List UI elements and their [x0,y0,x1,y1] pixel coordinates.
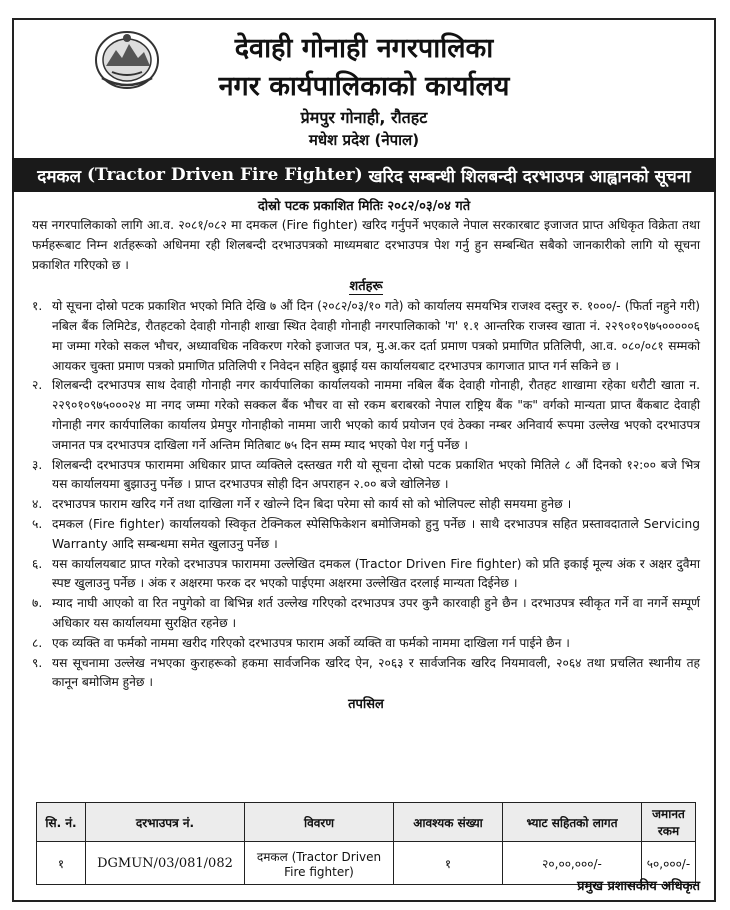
condition-number: ८. [32,635,43,650]
condition-item [32,555,700,595]
condition-text: यस कार्यालयबाट प्राप्त गरेको दरभाउपत्र फाराममा उल्लेखित दमकल (Tractor Driven Fire fighter) को प्रति इकाई मूल्य अंक र अक्षर दुवैमा स्पष्ट खुलाउनु पर्नेछ । अंक र अक्षरमा फरक दर भए‌को पाईएमा अक्षरमा उल्लेखित दरलाई मान्यता दिईनेछ । [52,556,700,591]
condition-number: १. [32,299,43,314]
col-header-serial: सि. नं. [37,803,86,842]
condition-number: २. [32,378,43,393]
notice-title-prefix: दमकल [37,166,82,187]
conditions-heading: शर्तहरू [349,279,383,295]
notice-page [12,18,716,902]
condition-number: ९. [32,655,43,670]
province-name: मधेश प्रदेश (नेपाल) [308,131,420,149]
col-header-bid-no: दरभाउपत्र नं. [86,803,245,842]
col-header-security: जमानत रकम [642,803,696,842]
cell-description: दमकल (Tractor Driven Fire fighter) [245,842,394,885]
condition-item [32,594,700,634]
condition-item [32,376,700,455]
condition-text: दरभाउपत्र फाराम खरिद गर्ने तथा दाखिला गर्ने र खोल्ने दिन बिदा परेमा सो कार्य सो को भोलिपल्ट सोही समयमा हुनेछ । [52,497,572,512]
condition-text: म्याद नाघी आएको वा रित नपुगेको वा बिभिन्न शर्त उल्लेख गरिएको दरभाउपत्र उपर कुनै कारवाही हुने छैन । दरभाउपत्र स्वीकृत गर्ने वा नगर्ने सम्पूर्ण अधिकार यस कार्यालयमा सुरक्षित रहनेछ । [52,596,700,630]
condition-number: ७. [32,596,43,611]
condition-number: ६. [32,556,43,571]
notice-header [14,20,714,148]
condition-item [32,515,700,555]
condition-item [32,495,700,515]
notice-body [32,216,700,715]
condition-number: ३. [32,457,43,472]
col-header-quantity: आवश्यक संख्या [394,803,503,842]
col-header-cost: भ्याट सहितको लागत [503,803,642,842]
cell-serial: १ [37,842,86,885]
schedule-table [36,802,696,885]
condition-item [32,456,700,496]
condition-number: ४. [32,497,43,512]
condition-text: शिलबन्दी दरभाउपत्र फाराममा अधिकार प्राप्त व्यक्तिले दस्तखत गरी यो सूचना दोस्रो पटक प्रकाशित भएको मितिले ८ औं दिनको १२:०० बजे भित्र यस कार्यालयमा बुझाउनु पर्नेछ । प्राप्त दरभाउपत्र सोही दिन अपराहन २.०० बजे खोलिनेछ । [52,457,700,492]
conditions-list [32,297,700,693]
condition-text: शिलबन्दी दरभाउपत्र साथ देवाही गोनाही नगर कार्यपालिका कार्यालयको नाममा नबिल बैंक देवाही गोनाही, रौतहट शाखामा रहेका धरौटी खाता न. २२९०१०९७५०००२४ मा नगद जम्मा गरेको सक्कल बैंक भौचर वा सो रकम बराबरको नेपाल राष्ट्रिय बैंक "क" वर्गको मान्यता प्राप्त बैंकबाट देवाही गोनाही नगर कार्यपालिका कार्यालय प्रेमपुर गोनाहीको नाममा जारी भएको कार्य प्रयोजन एवं ठेक्का नम्बर अनिवार्य रूपमा उल्लेख भएको दरभाउपत्र जमानत पत्र दरभाउपत्र दाखिला गर्ने अन्तिम मितिबाट ७५ दिन सम्म म्याद भएको पेश गर्नु पर्नेछ । [52,378,700,452]
table-header-row [37,803,696,842]
condition-text: यस सूचनामा उल्लेख नभएका कुराहरूको हकमा सार्वजनिक खरिद ऐन, २०६३ र सार्वजनिक खरिद नियमावली, २०६४ तथा प्रचलित स्थानीय तह कानून बमोजिम हुनेछ । [52,655,700,690]
notice-title-banner [12,158,716,192]
cell-cost: २०,००,०००/- [503,842,642,885]
signature-title: प्रमुख प्रशासकीय अधिकृत [577,879,700,894]
condition-number: ५. [32,516,43,531]
municipality-name: देवाही गोनाही नगरपालिका [234,33,494,64]
office-address: प्रेमपुर गोनाही, रौतहट [300,108,428,127]
condition-item [32,634,700,654]
schedule-heading: तपसिल [348,697,384,713]
condition-text: दमकल (Fire fighter) कार्यालयको स्विकृत टेक्निकल स्पेसिफिकेशन बमोजिमको हुनु पर्नेछ । साथै दरभाउपत्र सहित प्रस्तावदाताले Servicing Warranty आदि सम्बन्धमा समेत खुलाउनु पर्नेछ । [52,516,700,551]
condition-item [32,297,700,376]
cell-bid-no: DGMUN/03/081/082 [86,842,245,885]
notice-title-suffix: खरिद सम्बन्धी शिलबन्दी दरभाउपत्र आह्वानको सूचना [368,166,691,187]
cell-quantity: १ [394,842,503,885]
condition-text: एक व्यक्ति वा फर्मको नाममा खरीद गरिएको दरभाउपत्र फाराम अर्को व्यक्ति वा फर्मको नाममा दाखिला गर्न पाईने छैन । [52,635,570,650]
office-name: नगर कार्यपालिकाको कार्यालय [218,71,510,102]
notice-title-english: (Tractor Driven Fire Fighter) [87,165,363,185]
publish-date-line: दोस्रो पटक प्रकाशित मितिः २०८२/०३/०४ गते [257,199,471,214]
condition-item [32,654,700,694]
intro-paragraph: यस नगरपालिकाको लागि आ.व. २०८१/०८२ मा दमकल (Fire fighter) खरिद गर्नुपर्ने भएकाले नेपाल सरकारबाट इजाजत प्राप्त अधिकृत विक्रेता तथा फर्महरूबाट निम्न शर्तहरूको अधिनमा रही शिलबन्दी दरभाउपत्रको माध्यमबाट दरभाउपत्र पेश गर्नु हुन सम्बन्धित सबैको जानकारीको लागि यो सूचना प्रकाशित गरिएको छ । [32,218,700,272]
col-header-description: विवरण [245,803,394,842]
cell-security: ५०,०००/- [642,842,696,885]
condition-text: यो सूचना दोस्रो पटक प्रकाशित भएको मिति देखि ७ औं दिन (२०८२/०३/१० गते) को कार्यालय समयभित्र राजश्व दस्तुर रु. १०००/- (फिर्ता नहुने गरी) नबिल बैंक लिमिटेड, रौतहटको देवाही गोनाही शाखा स्थित देवाही गोनाही नगरपालिकाको 'ग' १.१ आन्तरिक राजस्व खाता नं. २२९०१०९७५०००००६ मा जम्मा गरेको सकल भौचर, अध्यावधिक नविकरण गरेको इजाजत पत्र, मु.अ.कर दर्ता प्रमाण पत्रको प्रमाणित प्रतिलिपी, आ.व. ०८०/०८१ सम्मको आयकर चुक्ता प्रमाण पत्रको प्रमाणित प्रतिलिपी र निवेदन सहित बुझाई यस कार्यालयबाट दरभाउपत्र कागजात प्राप्त गर्न सकिने छ । [52,299,700,373]
